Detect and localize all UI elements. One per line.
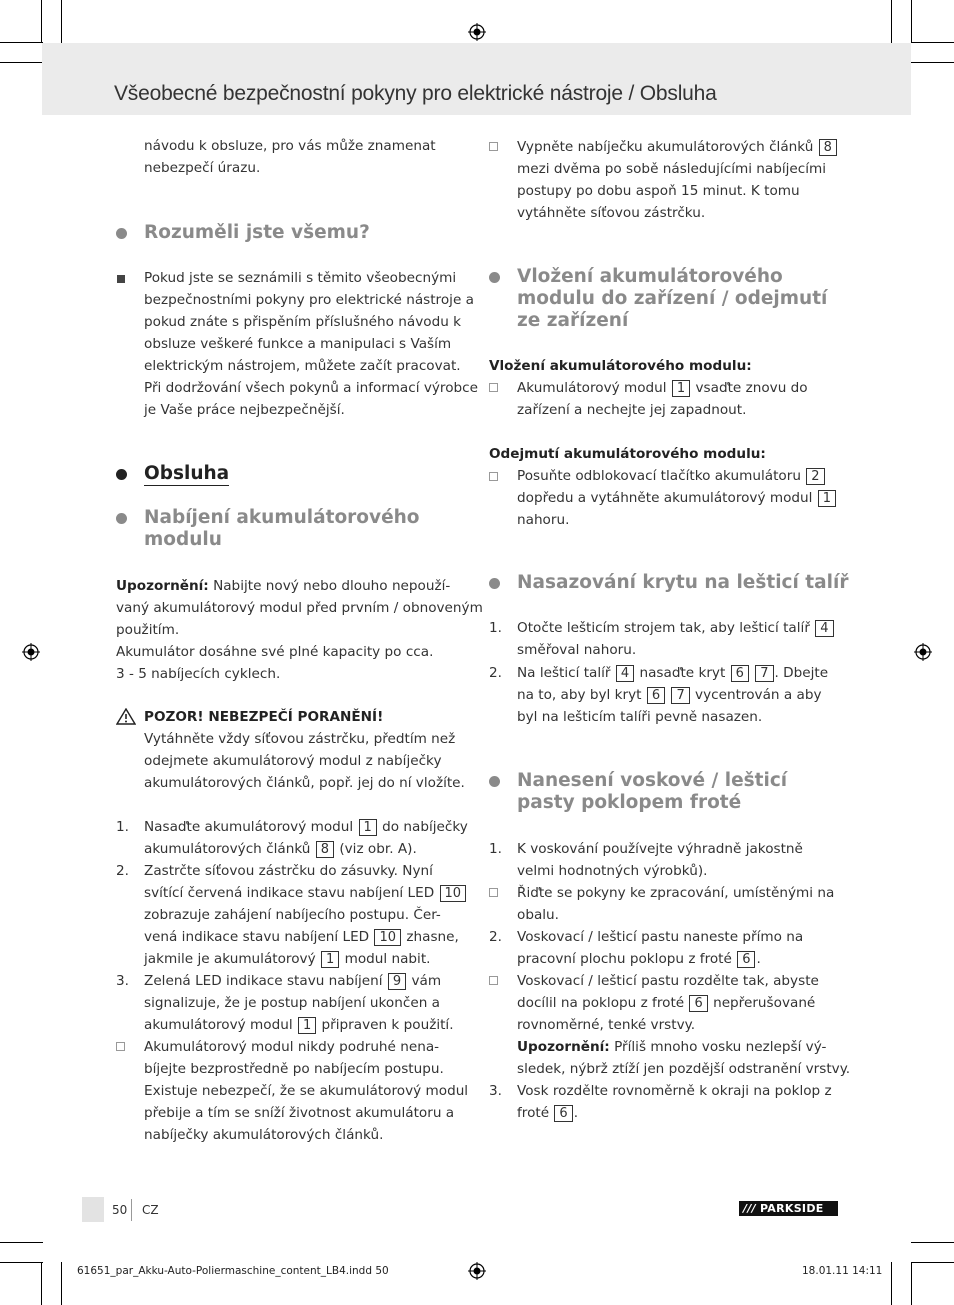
square-bullet (117, 275, 125, 283)
tip-line: nabíječky akumulátorových článků. (144, 1127, 384, 1143)
pad-text: na to, aby byl kryt (517, 687, 642, 703)
registration-mark-icon (22, 643, 40, 661)
divider (131, 1199, 132, 1221)
ref-box: 7 (755, 665, 773, 682)
step-line: zobrazuje zahájení nabíjecího postupu. Čer- (144, 907, 441, 923)
tip-line: bíjejte bezprostředně po nabíjecím postupu. (144, 1061, 444, 1077)
pad-text: vycentrován a aby (695, 687, 822, 703)
step-text: vám (411, 973, 442, 989)
understood-line: Při dodržování všech pokynů a informací výrobce (144, 380, 478, 396)
step-text: do nabíječky (382, 819, 468, 835)
ref-box: 4 (815, 620, 833, 637)
wax-text: Příliš mnoho vosku nezlepší vý- (614, 1039, 827, 1055)
step-number: 1. (489, 841, 502, 857)
subheading-remove: Odejmutí akumulátorového modulu: (489, 446, 766, 462)
crop-mark (0, 42, 43, 43)
note-line: použitím. (116, 622, 180, 638)
crop-mark (41, 0, 42, 43)
crop-mark (891, 0, 892, 43)
pad-text: Otočte lešticím strojem tak, aby lešticí talíř (517, 620, 810, 636)
remove-text: dopředu a vytáhněte akumulátorový modul (517, 490, 813, 506)
tip-line: postupy po dobu aspoň 15 minut. K tomu (517, 183, 800, 199)
registration-mark-icon (914, 643, 932, 661)
step-text: akumulátorových článků (144, 841, 311, 857)
step-line (144, 926, 459, 948)
wax-line: Řiďte se pokyny ke zpracování, umístěnými na (517, 885, 835, 901)
step-line (144, 970, 441, 992)
step-number: 1. (116, 819, 129, 835)
wax-line (517, 948, 761, 970)
heading-insert: Vložení akumulátorového (517, 266, 783, 287)
page-number: 50 (112, 1203, 128, 1217)
bullet-dot (489, 272, 500, 283)
ref-box: 9 (388, 973, 406, 990)
heading-charging: Nabíjení akumulátorového (144, 507, 420, 528)
page-title: Všeobecné bezpečnostní pokyny pro elektrické nástroje / Obsluha (114, 82, 717, 105)
remove-line (517, 487, 837, 509)
subheading-insert: Vložení akumulátorového modulu: (489, 358, 752, 374)
step-text: Nasaďte akumulátorový modul (144, 819, 354, 835)
warning-triangle-icon (116, 708, 136, 725)
note-text: Nabijte nový nebo dlouho nepouží- (213, 578, 451, 594)
date-slug: 18.01.11 14:11 (802, 1265, 883, 1277)
intro-line: nebezpečí úrazu. (144, 160, 261, 176)
ref-box: 6 (554, 1105, 572, 1122)
page-tab (82, 1197, 104, 1222)
bullet-dot (489, 578, 500, 589)
tip-checkbox-bullet (489, 142, 498, 151)
bullet-dot (116, 469, 127, 480)
step-text: zhasne, (406, 929, 459, 945)
step-number: 2. (489, 929, 502, 945)
tip-line: Akumulátorový modul nikdy podruhé nena- (144, 1039, 440, 1055)
crop-mark (911, 0, 912, 43)
step-text: modul nabit. (344, 951, 431, 967)
step-line (144, 882, 467, 904)
step-number: 3. (116, 973, 129, 989)
warning-line: akumulátorových článků, popř. jej do ní vložíte. (144, 775, 465, 791)
tip-line: přebije a tím se sníží životnost akumulátoru a (144, 1105, 455, 1121)
crop-mark (61, 0, 62, 43)
understood-line: bezpečnostními pokyny pro elektrické nástroje a (144, 292, 474, 308)
ref-box: 8 (316, 841, 334, 858)
crop-mark (0, 1262, 43, 1263)
ref-box: 1 (359, 819, 377, 836)
wax-line: sledek, nýbrž ztíží jen pozdější odstranění vrstvy. (517, 1061, 851, 1077)
insert-text: vsaďte znovu do (695, 380, 808, 396)
step-number: 2. (116, 863, 129, 879)
wax-text: . (756, 951, 761, 967)
wax-line (517, 992, 815, 1014)
remove-line: nahoru. (517, 512, 570, 528)
ref-box: 4 (616, 665, 634, 682)
wax-line (517, 1102, 578, 1124)
note-line: Akumulátor dosáhne své plné kapacity po cca. (116, 644, 434, 660)
heading-charging: modulu (144, 529, 222, 550)
ref-box: 6 (647, 687, 665, 704)
understood-line: obsluze veškeré funkce a manipulaci s Vaším (144, 336, 452, 352)
step-number: 2. (489, 665, 502, 681)
parkside-logo (739, 1201, 838, 1216)
tip-line: Existuje nebezpečí, že se akumulátorový modul (144, 1083, 469, 1099)
pad-text: nasaďte kryt (639, 665, 726, 681)
insert-line: zařízení a nechejte jej zapadnout. (517, 402, 747, 418)
heading-wax: Nanesení voskové / lešticí (517, 770, 788, 791)
step-text: svítící červená indikace stavu nabíjení LED (144, 885, 435, 901)
heading-obsluha-text: Obsluha (144, 463, 230, 484)
intro-line: návodu k obsluze, pro vás může znamenat (144, 138, 436, 154)
bullet-dot (489, 776, 500, 787)
crop-mark (891, 1262, 892, 1305)
warning-title: POZOR! NEBEZPEČÍ PORANĚNÍ! (144, 709, 384, 725)
step-number: 3. (489, 1083, 502, 1099)
ref-box: 7 (671, 687, 689, 704)
heading-obsluha (144, 463, 229, 485)
insert-line (517, 377, 808, 399)
wax-line: K voskování používejte výhradně jakostně (517, 841, 803, 857)
ref-box: 1 (672, 380, 690, 397)
step-line (144, 816, 468, 838)
file-slug: 61651_par_Akku-Auto-Poliermaschine_content_LB4.indd 50 (77, 1265, 389, 1277)
wax-text: pracovní plochu poklopu z froté (517, 951, 732, 967)
pad-text: . Dbejte (774, 665, 829, 681)
crop-mark (41, 1262, 42, 1305)
tip-line: mezi dvěma po sobě následujícími nabíjecími (517, 161, 827, 177)
ref-box: 1 (298, 1017, 316, 1034)
tip-checkbox-bullet (116, 1042, 125, 1051)
wax-line (517, 1036, 826, 1058)
heading-insert: modulu do zařízení / odejmutí (517, 288, 828, 309)
ref-box: 6 (689, 995, 707, 1012)
step-line: Zastrčte síťovou zástrčku do zásuvky. Nyní (144, 863, 433, 879)
wax-text: nepřerušované (713, 995, 816, 1011)
heading-pad: Nasazování krytu na lešticí talíř (517, 572, 849, 593)
warning-line: odejmete akumulátorový modul z nabíječky (144, 753, 442, 769)
tip-line: vytáhněte síťovou zástrčku. (517, 205, 706, 221)
ref-box: 6 (731, 665, 749, 682)
crop-mark (911, 1262, 912, 1305)
ref-box: 6 (737, 951, 755, 968)
wax-line: Voskovací / lešticí pastu rozdělte tak, abyste (517, 973, 819, 989)
crop-mark (911, 62, 954, 63)
bullet-dot (116, 228, 127, 239)
understood-line: je Vaše práce nejbezpečnější. (144, 402, 345, 418)
crop-mark (61, 1262, 62, 1305)
bullet-dot (116, 513, 127, 524)
crop-mark (911, 1262, 954, 1263)
wax-text: docílil na poklopu z froté (517, 995, 685, 1011)
note-line: 3 - 5 nabíjecích cyklech. (116, 666, 281, 682)
tip-checkbox-bullet (489, 383, 498, 392)
insert-text: Akumulátorový modul (517, 380, 667, 396)
note-label: Upozornění: (517, 1039, 610, 1055)
pad-text: Na lešticí talíř (517, 665, 611, 681)
tip-line (517, 136, 838, 158)
ref-box: 1 (818, 490, 836, 507)
step-text: akumulátorový modul (144, 1017, 293, 1033)
registration-mark-icon (468, 23, 486, 41)
ref-box: 10 (374, 929, 401, 946)
wax-line: Vosk rozdělte rovnoměrně k okraji na poklop z (517, 1083, 832, 1099)
ref-box: 2 (806, 468, 824, 485)
wax-text: . (573, 1105, 579, 1121)
wax-text: froté (517, 1105, 550, 1121)
note-line: vaný akumulátorový modul před prvním / obnoveným (116, 600, 483, 616)
pad-line (517, 684, 822, 706)
step-text: (viz obr. A). (339, 841, 417, 857)
ref-box: 1 (321, 951, 339, 968)
wax-line: rovnoměrné, tenké vrstvy. (517, 1017, 696, 1033)
step-text: jakmile je akumulátorový (144, 951, 316, 967)
tip-checkbox-bullet (489, 888, 498, 897)
remove-line (517, 465, 826, 487)
pad-line (517, 662, 828, 684)
tip-text: Vypněte nabíječku akumulátorových článků (517, 139, 814, 155)
understood-line: Pokud jste se seznámili s těmito všeobecnými (144, 270, 457, 286)
tip-checkbox-bullet (489, 472, 498, 481)
step-number: 1. (489, 620, 502, 636)
step-line (144, 838, 417, 860)
tip-checkbox-bullet (489, 976, 498, 985)
language-code: CZ (142, 1203, 159, 1217)
step-text: Zelená LED indikace stavu nabíjení (144, 973, 383, 989)
note-line (116, 575, 450, 597)
wax-line: obalu. (517, 907, 559, 923)
warning-line: Vytáhněte vždy síťovou zástrčku, předtím než (144, 731, 456, 747)
heading-insert: ze zařízení (517, 310, 629, 331)
wax-line: velmi hodnotných výrobků). (517, 863, 708, 879)
note-label: Upozornění: (116, 578, 209, 594)
crop-mark (0, 62, 43, 63)
registration-mark-icon (468, 1262, 486, 1280)
wax-line: Voskovací / lešticí pastu naneste přímo na (517, 929, 804, 945)
step-text: připraven k použití. (321, 1017, 454, 1033)
step-line: signalizuje, že je postup nabíjení ukončen a (144, 995, 440, 1011)
heading-understood: Rozuměli jste všemu? (144, 222, 370, 243)
ref-box: 10 (440, 885, 467, 902)
logo-text: PARKSIDE (759, 1202, 824, 1215)
understood-line: elektrickým nástrojem, můžete začít pracovat. (144, 358, 461, 374)
pad-line (517, 617, 835, 639)
pad-line: směřoval nahoru. (517, 642, 637, 658)
crop-mark (911, 1242, 954, 1243)
ref-box: 8 (819, 139, 837, 156)
step-text: vená indikace stavu nabíjení LED (144, 929, 370, 945)
step-line (144, 948, 430, 970)
understood-line: pokud znáte s přispěním příslušného návodu k (144, 314, 462, 330)
heading-wax: pasty poklopem froté (517, 792, 742, 813)
crop-mark (0, 1242, 43, 1243)
pad-line: byl na lešticím talíři pevně nasazen. (517, 709, 763, 725)
crop-mark (911, 42, 954, 43)
logo-mark: /// (743, 1202, 756, 1215)
step-line (144, 1014, 454, 1036)
remove-text: Posuňte odblokovací tlačítko akumulátoru (517, 468, 801, 484)
